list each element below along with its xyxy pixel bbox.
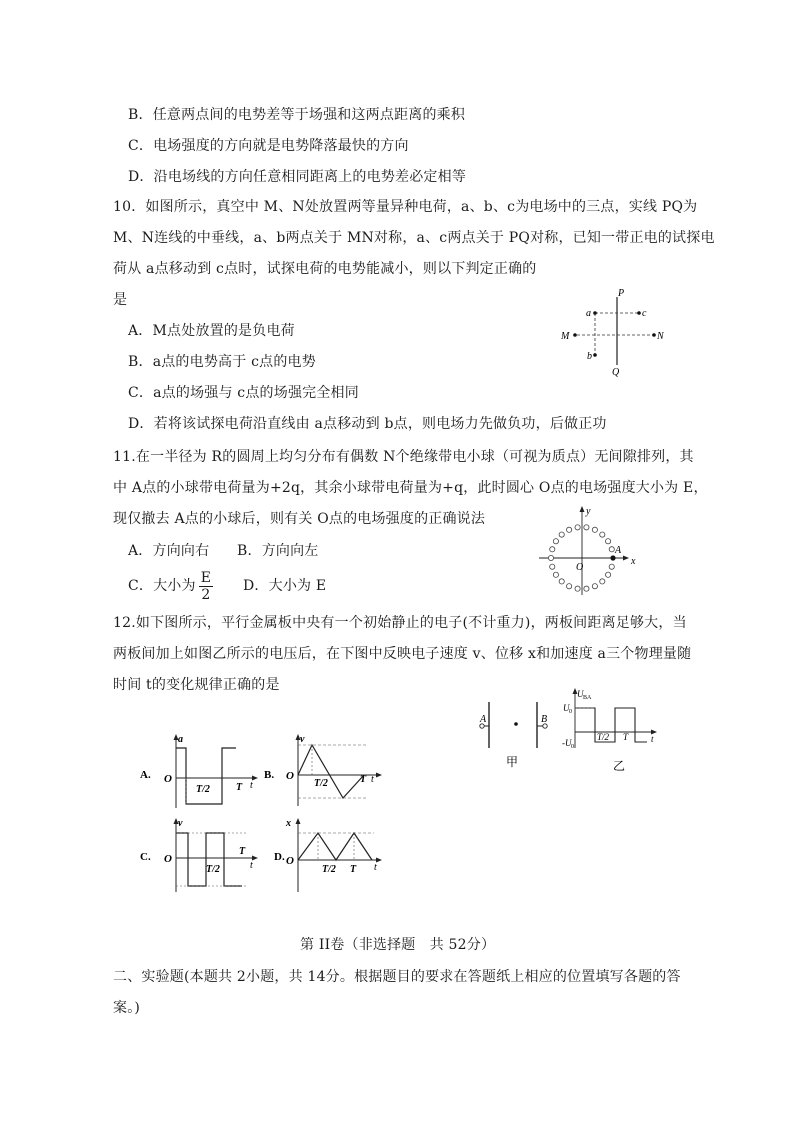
charge-ball [548,555,553,560]
q12-stem-line1: 12.如下图所示，平行金属板中央有一个初始静止的电子(不计重力)，两板间距离足够大，当 [113,615,687,631]
charge-ball [567,584,572,589]
graph-b-t: t [371,774,374,785]
q10-option-d: D．若将该试探电荷沿直线由 a点移动到 b点，则电场力先做负功，后做正功 [128,416,607,432]
q9-option-c: C．电场强度的方向就是电势降落最快的方向 [128,138,409,154]
charge-ball [567,527,572,532]
graph-a-label: A. [140,769,151,781]
graph-b-origin: O [286,770,294,782]
label-b: b [587,351,592,362]
plate-a-label: A [480,714,487,725]
section-2-line2: 案。) [113,1000,141,1016]
q10-option-a: A．M点处放置的是负电荷 [128,323,295,339]
charge-ball [600,532,605,537]
graph-a [140,734,258,808]
label-c: c [642,308,647,319]
label-n: N [657,331,664,342]
q11-option-c [128,568,213,604]
yi-neg-u0-sub: 0 [571,744,574,750]
yi-half-period: T/2 [597,732,610,742]
graph-d-label: D. [274,851,285,863]
graph-b-label: B. [264,769,275,781]
graph-a-half: T/2 [196,784,210,795]
voltage-graph-yi [563,686,663,774]
q10-stem-line3: 荷从 a点移动到 c点时，试探电荷的电势能减小，则以下判定正确的 [113,261,537,277]
charge-ball [609,547,614,552]
q11-option-a: A．方向向右 [128,543,210,559]
section-2-line1: 二、实验题(本题共 2小题，共 14分。根据题目的要求在答题纸上相应的位置填写各题的答 [113,969,681,985]
charge-ball [550,564,555,569]
axis-y-label: y [586,506,591,517]
q11-option-c-text: C．大小为 [128,578,196,594]
charge-ball [584,525,589,530]
label-a: a [586,308,591,319]
graph-d-period: T [350,864,357,875]
yi-u0-sub: 0 [569,709,572,715]
graph-b [264,734,382,806]
q11-stem-line2: 中 A点的小球带电荷量为+2q，其余小球带电荷量为+q，此时圆心 O点的电场强度大小为 E， [113,480,708,496]
charge-ball [600,579,605,584]
charge-ball [605,572,610,577]
answer-graphs [138,730,390,900]
graph-b-ylabel: v [300,734,305,745]
charge-ball [553,572,558,577]
fraction-denominator: 2 [201,586,211,603]
charge-ball [592,584,597,589]
graph-c-t: t [250,860,253,871]
charge-ball [550,547,555,552]
graph-c-origin: O [164,853,172,865]
caption-yi: 乙 [613,759,626,773]
q10-charge-diagram [555,285,675,380]
charge-a [610,555,615,560]
charge-ball [559,579,564,584]
yi-ylabel-sub: BA [583,695,592,701]
label-p: P [618,288,625,299]
yi-neg-u0: -U [562,738,572,748]
charge-ball [592,527,597,532]
q10-option-c: C．a点的场强与 c点的场强完全相同 [128,385,359,401]
charge-ball [584,586,589,591]
fraction-numerator: E [200,569,212,586]
graph-c-ylabel: v [178,818,183,829]
q12-stem-line3: 时间 t的变化规律正确的是 [113,677,280,693]
graph-c-label: C. [140,851,151,863]
yi-ylabel: U [577,689,584,699]
graph-c-half: T/2 [206,864,220,875]
caption-jia: 甲 [506,755,519,769]
q10-stem-line2: M、N连线的中垂线，a、b两点关于 MN对称，a、c两点关于 PQ对称，已知一带正电的试探电 [113,230,715,246]
point-a-label: A [615,545,622,556]
axis-x-label: x [631,556,636,567]
q10-stem-line1: 10．如图所示，真空中 M、N处放置两等量异种电荷，a、b、c为电场中的三点，实线 PQ为 [113,199,698,215]
charge-ball [553,539,558,544]
yi-u0: U [563,703,570,713]
charge-ball [559,532,564,537]
graph-a-period: T [236,782,243,793]
graph-c-period: T [239,846,246,857]
graph-b-half: T/2 [314,778,328,789]
q9-option-b: B．任意两点间的电势差等于场强和这两点距离的乘积 [128,107,466,123]
graph-a-t: t [250,780,253,791]
charge-ball [605,539,610,544]
section-2-title: 第 II卷（非选择题 共 52分） [300,937,496,953]
graph-c [140,818,258,892]
origin-label: O [576,562,584,573]
plate-b-label: B [541,714,548,725]
graph-a-ylabel: a [178,734,183,745]
plates-diagram-jia [475,700,565,770]
q11-option-d: D．大小为 E [243,578,327,594]
q11-stem-line1: 11.在一半径为 R的圆周上均匀分布有偶数 N个绝缘带电小球（可视为质点）无间隙排列，其 [113,449,694,465]
q11-ring-diagram [535,503,640,598]
graph-b-period: T [360,774,367,785]
graph-d-ylabel: x [286,818,291,829]
label-q: Q [612,367,620,378]
label-m: M [561,331,570,342]
yi-t-label: t [651,734,654,744]
graph-d-t: t [374,862,377,873]
graph-a-origin: O [164,773,172,785]
electron [514,722,518,726]
graph-d-half: T/2 [322,864,336,875]
graph-d-origin: O [286,855,294,867]
q12-stem-line2: 两板间加上如图乙所示的电压后，在下图中反映电子速度 v、位移 x和加速度 a三个物理量随 [113,646,692,662]
q10-option-b: B．a点的电势高于 c点的电势 [128,354,316,370]
charge-ball [575,525,580,530]
charge-ball [575,586,580,591]
q11-stem-line3: 现仅撤去 A点的小球后，则有关 O点的电场强度的正确说法 [113,511,486,527]
q10-stem-line4: 是 [113,292,128,308]
q9-option-d: D．沿电场线的方向任意相同距离上的电势差必定相等 [128,169,467,185]
graph-d [274,818,382,892]
yi-period: T [623,732,629,742]
charge-ball [609,564,614,569]
fraction-e-over-2 [199,570,213,603]
q11-option-b: B．方向向左 [237,543,319,559]
